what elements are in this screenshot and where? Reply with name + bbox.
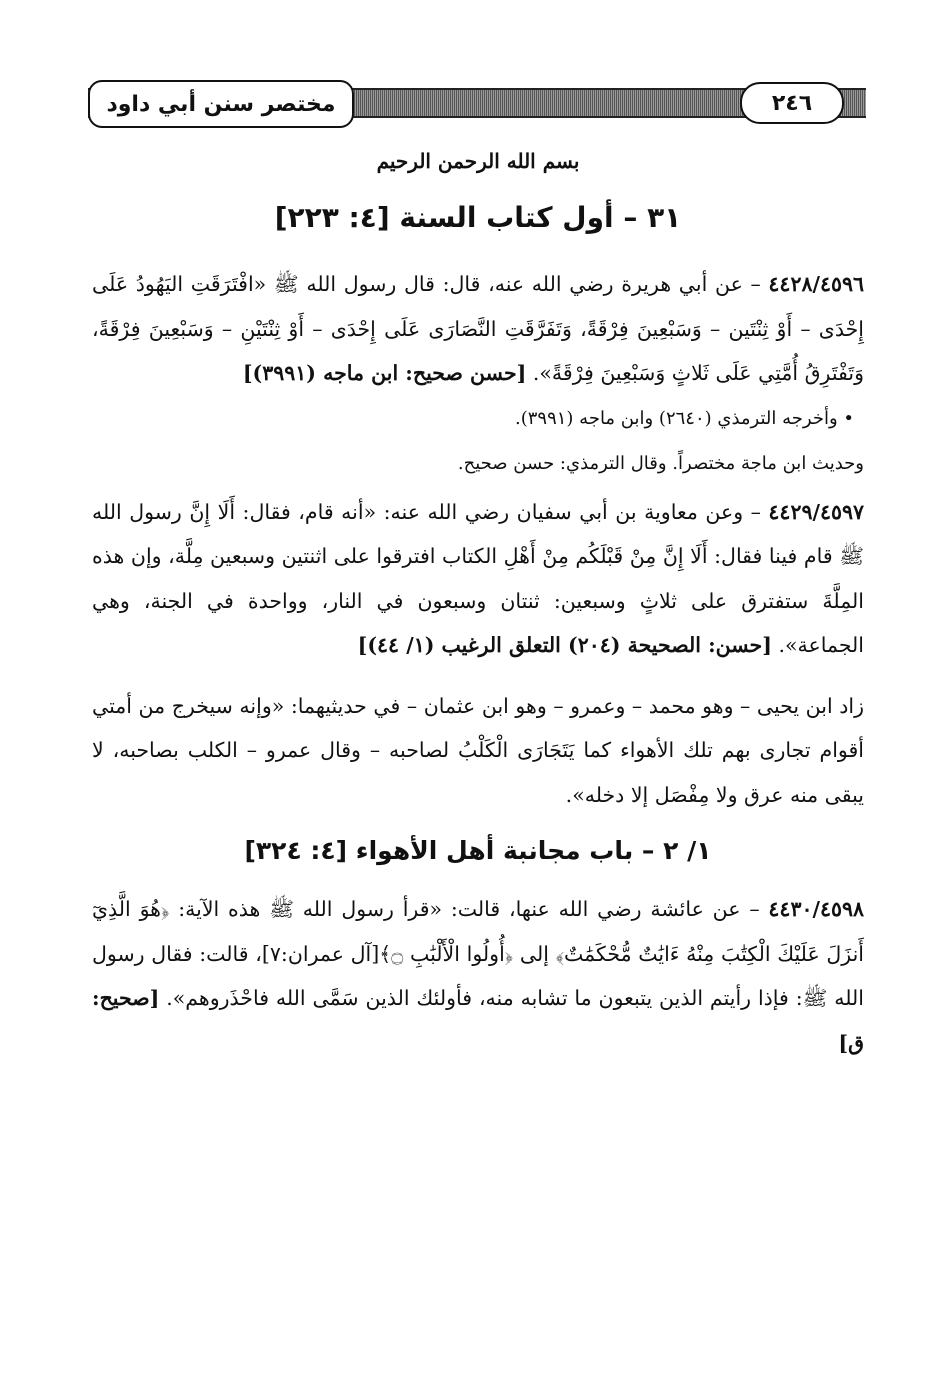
page-number: ٢٤٦ <box>740 82 844 124</box>
hadith-text: – عن أبي هريرة رضي الله عنه، قال: قال رسول الله ﷺ «افْتَرَقَتِ اليَهُودُ عَلَى إِحْدَى – أَوْ ثِنْتَين – وَسَبْعِينَ فِرْقَةً، وَتَفَرَّقَتِ النَّصَارَى عَلَى إِحْدَى – أَوْ ثِنْتَيْنِ – وَسَبْعِينَ فِرْقَةً، وَتَفْتَرِقُ أُمَّتِي عَلَى ثَلاثٍ وَسَبْعِينَ فِرْقَةً». <box>92 272 864 385</box>
page-header <box>88 80 866 132</box>
hadith-number: ٤٤٢٩/٤٥٩٧ <box>768 499 864 524</box>
additional-narration: زاد ابن يحيى – وهو محمد – وعمرو – وهو ابن عثمان – في حديثيهما: «وإنه سيخرج من أمتي أقوام تجارى بهم تلك الأهواء كما يَتَجَارَى الْكَلْبُ لصاحبه – وقال عمرو – الكلب بصاحبه، لا يبقى منه عرق ولا مِفْصَل إلا دخله». <box>92 693 864 807</box>
hadith-number: ٤٤٢٨/٤٥٩٦ <box>768 272 864 296</box>
hadith-text: – عن عائشة رضي الله عنها، قالت: «قرأ رسول الله ﷺ هذه الآية: ﴿هُوَ الَّذِيٓ أَنزَلَ عَلَيْكَ الْكِتَٰبَ مِنْهُ ءَايَٰتٌ مُّحْكَمَٰتٌ﴾ إلى ﴿أُولُوا الْأَلْبَٰبِ ۝﴾[آل عمران:٧]، قالت: فقال رسول الله ﷺ: فإذا رأيتم الذين يتبعون ما تشابه منه، فأولئك الذين سَمَّى الله فاحْذَروهم». <box>92 897 865 1010</box>
takhrij-note-continued: وحديث ابن ماجة مختصراً. وقال الترمذي: حسن صحيح. <box>457 452 864 474</box>
hadith-grade: [صحيح: ق] <box>92 986 864 1055</box>
takhrij-note: • وأخرجه الترمذي (٢٦٤٠) وابن ماجه (٣٩٩١). <box>515 407 854 429</box>
basmala: بسم الله الرحمن الرحيم <box>376 149 580 173</box>
chapter-heading: ٣١ – أول كتاب السنة [٤: ٢٢٣] <box>274 201 682 234</box>
hadith-text: – وعن معاوية بن أبي سفيان رضي الله عنه: «أنه قام، فقال: أَلَا إِنَّ رسول الله ﷺ قام فينا فقال: أَلَا إِنَّ مِنْ قَبْلَكُم مِنْ أَهْلِ الكتاب افترقوا على اثنتين وسبعين مِلَّة، وإن هذه المِلَّةَ ستفترق على ثلاثٍ وسبعين: ثنتان وسبعون في النار، وواحدة في الجنة، وهي الجماعة». <box>92 499 864 657</box>
hadith-grade: [حسن: الصحيحة (٢٠٤) التعلق الرغيب (١/ ٤٤)] <box>357 633 772 657</box>
hadith-4597 <box>92 490 864 668</box>
hadith-number: ٤٤٣٠/٤٥٩٨ <box>768 897 864 921</box>
section-heading: ١/ ٢ – باب مجانبة أهل الأهواء [٤: ٣٢٤] <box>244 836 712 865</box>
hadith-4596 <box>92 262 864 396</box>
hadith-4598 <box>92 887 864 1065</box>
hadith-grade: [حسن صحيح: ابن ماجه (٣٩٩١)] <box>242 361 527 385</box>
page-content <box>92 140 864 1065</box>
book-title: مختصر سنن أبي داود <box>88 80 354 128</box>
